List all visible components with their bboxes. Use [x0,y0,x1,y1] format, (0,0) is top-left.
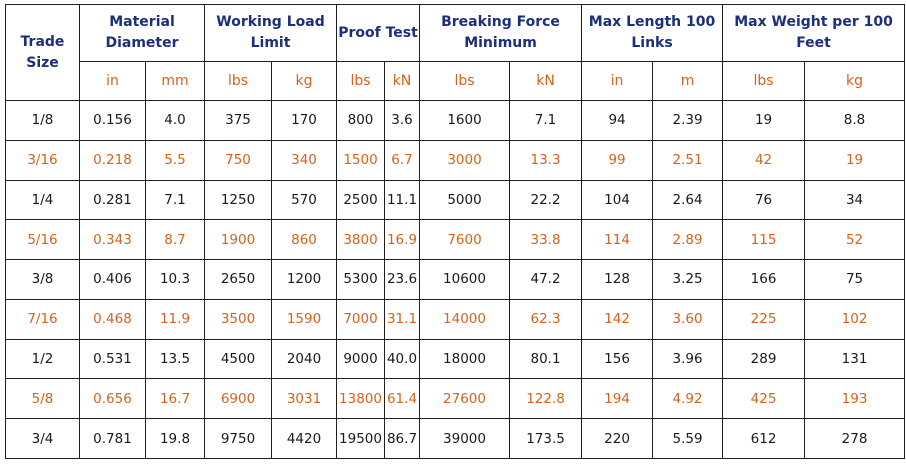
table-cell: 0.156 [80,101,146,141]
table-cell: 5000 [420,180,510,220]
header-trade-size: Trade Size [6,5,80,101]
table-cell: 3800 [337,220,385,260]
unit-label: lbs [205,62,272,101]
table-cell: 0.343 [80,220,146,260]
unit-label: lbs [337,62,385,101]
table-cell: 2.39 [653,101,723,141]
table-cell: 42 [723,140,805,180]
table-cell: 8.8 [805,101,905,141]
unit-label: m [653,62,723,101]
header-max-weight: Max Weight per 100 Feet [723,5,905,62]
table-cell: 76 [723,180,805,220]
table-cell: 289 [723,339,805,379]
trade-size-cell: 7/16 [6,299,80,339]
trade-size-cell: 3/8 [6,260,80,300]
table-cell: 19 [723,101,805,141]
table-cell: 7.1 [146,180,205,220]
unit-label: kg [272,62,337,101]
table-cell: 10600 [420,260,510,300]
table-cell: 4.92 [653,379,723,419]
table-row [6,220,905,260]
table-cell: 33.8 [510,220,582,260]
table-cell: 9000 [337,339,385,379]
table-cell: 0.406 [80,260,146,300]
table-cell: 9750 [205,419,272,459]
table-cell: 40.0 [385,339,420,379]
table-cell: 23.6 [385,260,420,300]
header-row [6,5,905,62]
table-cell: 6.7 [385,140,420,180]
table-cell: 3500 [205,299,272,339]
table-row [6,379,905,419]
unit-label: kg [805,62,905,101]
table-cell: 47.2 [510,260,582,300]
unit-label: lbs [723,62,805,101]
table-cell: 102 [805,299,905,339]
table-cell: 5.59 [653,419,723,459]
table-cell: 3.96 [653,339,723,379]
unit-label: lbs [420,62,510,101]
trade-size-cell: 3/4 [6,419,80,459]
table-cell: 3031 [272,379,337,419]
table-cell: 142 [582,299,653,339]
table-cell: 1600 [420,101,510,141]
table-row [6,419,905,459]
unit-label: in [582,62,653,101]
unit-row [6,62,905,101]
table-cell: 750 [205,140,272,180]
table-cell: 4.0 [146,101,205,141]
table-cell: 2.51 [653,140,723,180]
table-row [6,101,905,141]
table-cell: 99 [582,140,653,180]
table-cell: 18000 [420,339,510,379]
table-cell: 860 [272,220,337,260]
table-cell: 340 [272,140,337,180]
table-cell: 19.8 [146,419,205,459]
table-cell: 122.8 [510,379,582,419]
chain-spec-table [5,4,905,459]
table-cell: 375 [205,101,272,141]
trade-size-cell: 1/8 [6,101,80,141]
table-cell: 13.5 [146,339,205,379]
table-cell: 128 [582,260,653,300]
unit-label: kN [385,62,420,101]
table-cell: 166 [723,260,805,300]
table-cell: 0.281 [80,180,146,220]
table-cell: 2040 [272,339,337,379]
header-working-load-limit: Working Load Limit [205,5,337,62]
header-material-diameter: Material Diameter [80,5,205,62]
table-cell: 13.3 [510,140,582,180]
table-cell: 31.1 [385,299,420,339]
table-cell: 278 [805,419,905,459]
table-row [6,260,905,300]
table-cell: 193 [805,379,905,419]
header-breaking-force: Breaking Force Minimum [420,5,582,62]
unit-label: kN [510,62,582,101]
table-cell: 2.64 [653,180,723,220]
table-cell: 34 [805,180,905,220]
table-cell: 156 [582,339,653,379]
table-cell: 1500 [337,140,385,180]
table-cell: 173.5 [510,419,582,459]
table-cell: 39000 [420,419,510,459]
table-cell: 220 [582,419,653,459]
table-cell: 11.9 [146,299,205,339]
table-cell: 16.9 [385,220,420,260]
trade-size-cell: 5/8 [6,379,80,419]
table-body [6,101,905,459]
table-row [6,180,905,220]
table-row [6,339,905,379]
table-cell: 425 [723,379,805,419]
table-row [6,140,905,180]
table-cell: 13800 [337,379,385,419]
table-cell: 0.656 [80,379,146,419]
table-cell: 11.1 [385,180,420,220]
table-cell: 4500 [205,339,272,379]
table-cell: 16.7 [146,379,205,419]
table-cell: 61.4 [385,379,420,419]
table-cell: 10.3 [146,260,205,300]
trade-size-cell: 1/2 [6,339,80,379]
table-cell: 4420 [272,419,337,459]
table-cell: 0.781 [80,419,146,459]
table-cell: 3.25 [653,260,723,300]
table-cell: 19 [805,140,905,180]
table-cell: 75 [805,260,905,300]
unit-label: in [80,62,146,101]
table-cell: 225 [723,299,805,339]
table-cell: 62.3 [510,299,582,339]
table-cell: 7.1 [510,101,582,141]
table-cell: 3.6 [385,101,420,141]
table-cell: 80.1 [510,339,582,379]
table-cell: 114 [582,220,653,260]
unit-label: mm [146,62,205,101]
table-cell: 0.468 [80,299,146,339]
trade-size-cell: 5/16 [6,220,80,260]
table-cell: 22.2 [510,180,582,220]
trade-size-cell: 3/16 [6,140,80,180]
table-cell: 94 [582,101,653,141]
table-cell: 8.7 [146,220,205,260]
table-cell: 104 [582,180,653,220]
table-cell: 5300 [337,260,385,300]
header-max-length: Max Length 100 Links [582,5,723,62]
table-cell: 6900 [205,379,272,419]
table-cell: 7000 [337,299,385,339]
table-cell: 0.218 [80,140,146,180]
table-cell: 2.89 [653,220,723,260]
table-cell: 570 [272,180,337,220]
table-cell: 14000 [420,299,510,339]
table-cell: 131 [805,339,905,379]
table-cell: 1250 [205,180,272,220]
table-cell: 19500 [337,419,385,459]
table-cell: 52 [805,220,905,260]
table-cell: 86.7 [385,419,420,459]
table-cell: 612 [723,419,805,459]
table-cell: 1900 [205,220,272,260]
table-cell: 3.60 [653,299,723,339]
table-cell: 2650 [205,260,272,300]
header-proof-test: Proof Test [337,5,420,62]
table-cell: 2500 [337,180,385,220]
table-cell: 170 [272,101,337,141]
table-cell: 3000 [420,140,510,180]
table-cell: 115 [723,220,805,260]
table-cell: 7600 [420,220,510,260]
table-cell: 800 [337,101,385,141]
table-row [6,299,905,339]
table-cell: 27600 [420,379,510,419]
table-cell: 0.531 [80,339,146,379]
table-cell: 1590 [272,299,337,339]
trade-size-cell: 1/4 [6,180,80,220]
table-cell: 194 [582,379,653,419]
table-cell: 1200 [272,260,337,300]
table-cell: 5.5 [146,140,205,180]
